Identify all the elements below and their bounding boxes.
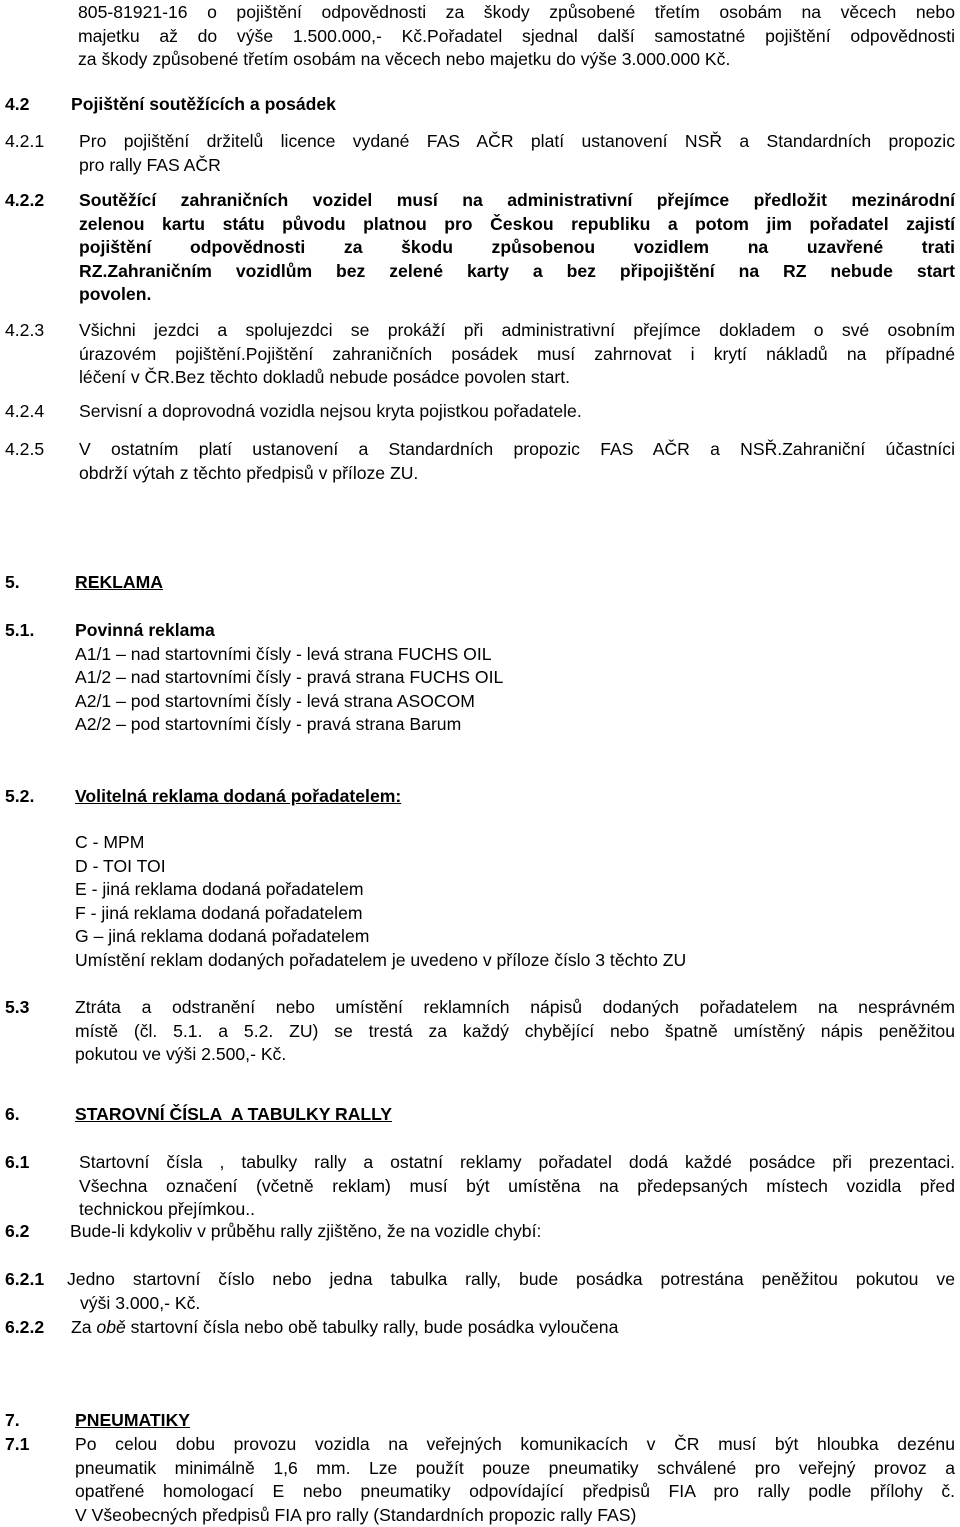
section-title: REKLAMA <box>75 572 163 592</box>
paragraph-line: Po celou dobu provozu vozidla na veřejných komunikacích v ČR musí být hloubka dezénu <box>75 1434 955 1454</box>
section-number: 6.1 <box>5 1152 30 1172</box>
paragraph-line: pneumatik minimálně 1,6 mm. Lze použít pouze pneumatiky schválené pro veřejný provoz a <box>75 1457 955 1478</box>
paragraph-line: RZ.Zahraničním vozidlům bez zelené karty a bez připojištění na RZ nebude start <box>79 260 955 281</box>
section-number: 4.2.2 <box>5 190 45 210</box>
paragraph-line: léčení v ČR.Bez těchto dokladů nebude posádce povolen start. <box>79 367 570 387</box>
paragraph-line: opatřené homologací E nebo pneumatiky odpovídající předpisů FIA pro rally podle přílohy č. <box>75 1481 955 1501</box>
section-title: Pojištění soutěžících a posádek <box>71 94 336 114</box>
intro-line-2: majetku až do výše 1.500.000,- Kč.Pořadatel sjednal další samostatné pojištění odpovědnosti <box>78 25 955 46</box>
paragraph-line: Soutěžící zahraničních vozidel musí na administrativní přejímce předložit mezinárodní <box>79 190 955 210</box>
intro-line-1: 805-81921-16 o pojištění odpovědnosti za škody způsobené třetím osobám na věcech nebo <box>78 2 955 22</box>
section-7-1 <box>5 1433 955 1527</box>
paragraph-line: úrazovém pojištění.Pojištění zahraničních posádek musí zahrnovat i krytí nákladů na případné <box>79 343 955 364</box>
list-item: A1/1 – nad startovními čísly - levá strana FUCHS OIL <box>75 643 492 664</box>
section-6-2-2 <box>5 1316 955 1342</box>
section-title: Povinná reklama <box>75 620 215 640</box>
section-number: 5.2. <box>5 786 35 806</box>
section-6-2-1 <box>5 1268 955 1318</box>
section-4-2-5 <box>5 438 955 488</box>
list-item: G – jiná reklama dodaná pořadatelem <box>75 926 370 946</box>
paragraph-line: povolen. <box>79 284 152 304</box>
section-number: 4.2.1 <box>5 131 45 151</box>
list-item: F - jiná reklama dodaná pořadatelem <box>75 902 363 923</box>
paragraph-line: Všechna označení (včetně reklam) musí být umístěna na předepsaných místech vozidla před <box>79 1175 955 1196</box>
section-4-2-2 <box>5 189 955 309</box>
section-4-2-4 <box>5 400 955 426</box>
text-segment: startovní čísla nebo obě tabulky rally, bude posádka vyloučena <box>125 1317 619 1337</box>
list-item: A2/1 – pod startovními čísly - levá strana ASOCOM <box>75 690 475 711</box>
paragraph-line: místě (čl. 5.1. a 5.2. ZU) se trestá za každý chybějící nebo špatně umístěný nápis peněžitou <box>75 1020 955 1041</box>
paragraph-line: pro rally FAS AČR <box>79 154 221 175</box>
list-item: E - jiná reklama dodaná pořadatelem <box>75 879 364 899</box>
paragraph-line: V ostatním platí ustanovení a Standardních propozic FAS AČR a NSŘ.Zahraniční účastníci <box>79 439 955 459</box>
list-item: D - TOI TOI <box>75 855 166 876</box>
section-number: 6.2 <box>5 1221 30 1241</box>
section-number: 6.2.1 <box>5 1269 45 1289</box>
section-number: 7.1 <box>5 1434 30 1454</box>
section-number: 6. <box>5 1104 20 1124</box>
paragraph-line <box>71 1316 955 1340</box>
section-5-2-list <box>75 831 955 972</box>
paragraph-line: pojištění odpovědnosti za škodu způsobenou vozidlem na uzavřené trati <box>79 237 955 257</box>
section-number: 7. <box>5 1410 20 1430</box>
section-number: 4.2.4 <box>5 401 45 421</box>
list-item: C - MPM <box>75 832 145 852</box>
list-item: A1/2 – nad startovními čísly - pravá strana FUCHS OIL <box>75 667 504 687</box>
section-number: 5. <box>5 572 20 592</box>
paragraph-line: technickou přejímkou.. <box>79 1199 256 1219</box>
paragraph-line: pokutou ve výši 2.500,- Kč. <box>75 1044 287 1064</box>
section-number: 4.2.5 <box>5 439 45 459</box>
paragraph-line: Startovní čísla , tabulky rally a ostatní reklamy pořadatel dodá každé posádce při prezentaci. <box>79 1152 955 1172</box>
paragraph-line: Bude-li kdykoliv v průběhu rally zjištěno, že na vozidle chybí: <box>70 1221 542 1241</box>
section-5-1 <box>5 619 955 739</box>
paragraph-line: Ztráta a odstranění nebo umístění reklamních nápisů dodaných pořadatelem na nesprávném <box>75 997 955 1017</box>
intro-line-3: za škody způsobené třetím osobám na věcech nebo majetku do výše 3.000.000 Kč. <box>78 49 731 69</box>
text-segment: Za <box>71 1317 97 1337</box>
list-item: Umístění reklam dodaných pořadatelem je uvedeno v příloze číslo 3 těchto ZU <box>75 949 687 970</box>
section-title: Volitelná reklama dodaná pořadatelem: <box>75 786 402 806</box>
section-number: 5.3 <box>5 997 30 1017</box>
paragraph-line: zelenou kartu státu původu platnou pro Českou republiku a potom jim pořadatel zajistí <box>79 213 955 234</box>
paragraph-line: Pro pojištění držitelů licence vydané FAS AČR platí ustanovení NSŘ a Standardních propozic <box>79 131 955 151</box>
intro-paragraph <box>78 1 955 72</box>
paragraph-line: obdrží výtah z těchto předpisů v příloze ZU. <box>79 462 419 483</box>
section-5-3 <box>5 996 955 1068</box>
section-title: PNEUMATIKY <box>75 1410 191 1430</box>
section-title: STAROVNÍ ČÍSLA A TABULKY RALLY <box>75 1104 393 1124</box>
emphasis-text: obě <box>96 1317 126 1337</box>
paragraph-line: V Všeobecných předpisů FIA pro rally (Standardních propozic rally FAS) <box>75 1504 637 1525</box>
section-6-2 <box>5 1220 955 1246</box>
section-4-2-1 <box>5 130 955 180</box>
list-item: A2/2 – pod startovními čísly - pravá strana Barum <box>75 714 462 734</box>
section-number: 4.2 <box>5 94 30 114</box>
section-number: 5.1. <box>5 620 35 640</box>
section-6-1 <box>5 1151 955 1223</box>
section-4-2-3 <box>5 319 955 391</box>
section-number: 4.2.3 <box>5 320 45 340</box>
paragraph-line: Servisní a doprovodná vozidla nejsou kryta pojistkou pořadatele. <box>79 401 582 421</box>
paragraph-line: Všichni jezdci a spolujezdci se prokáží při administrativní přejímce dokladem o své osobním <box>79 320 955 340</box>
paragraph-line: výši 3.000,- Kč. <box>80 1292 201 1313</box>
section-number: 6.2.2 <box>5 1317 45 1337</box>
paragraph-line: Jedno startovní číslo nebo jedna tabulka rally, bude posádka potrestána peněžitou pokutou ve <box>67 1269 955 1289</box>
